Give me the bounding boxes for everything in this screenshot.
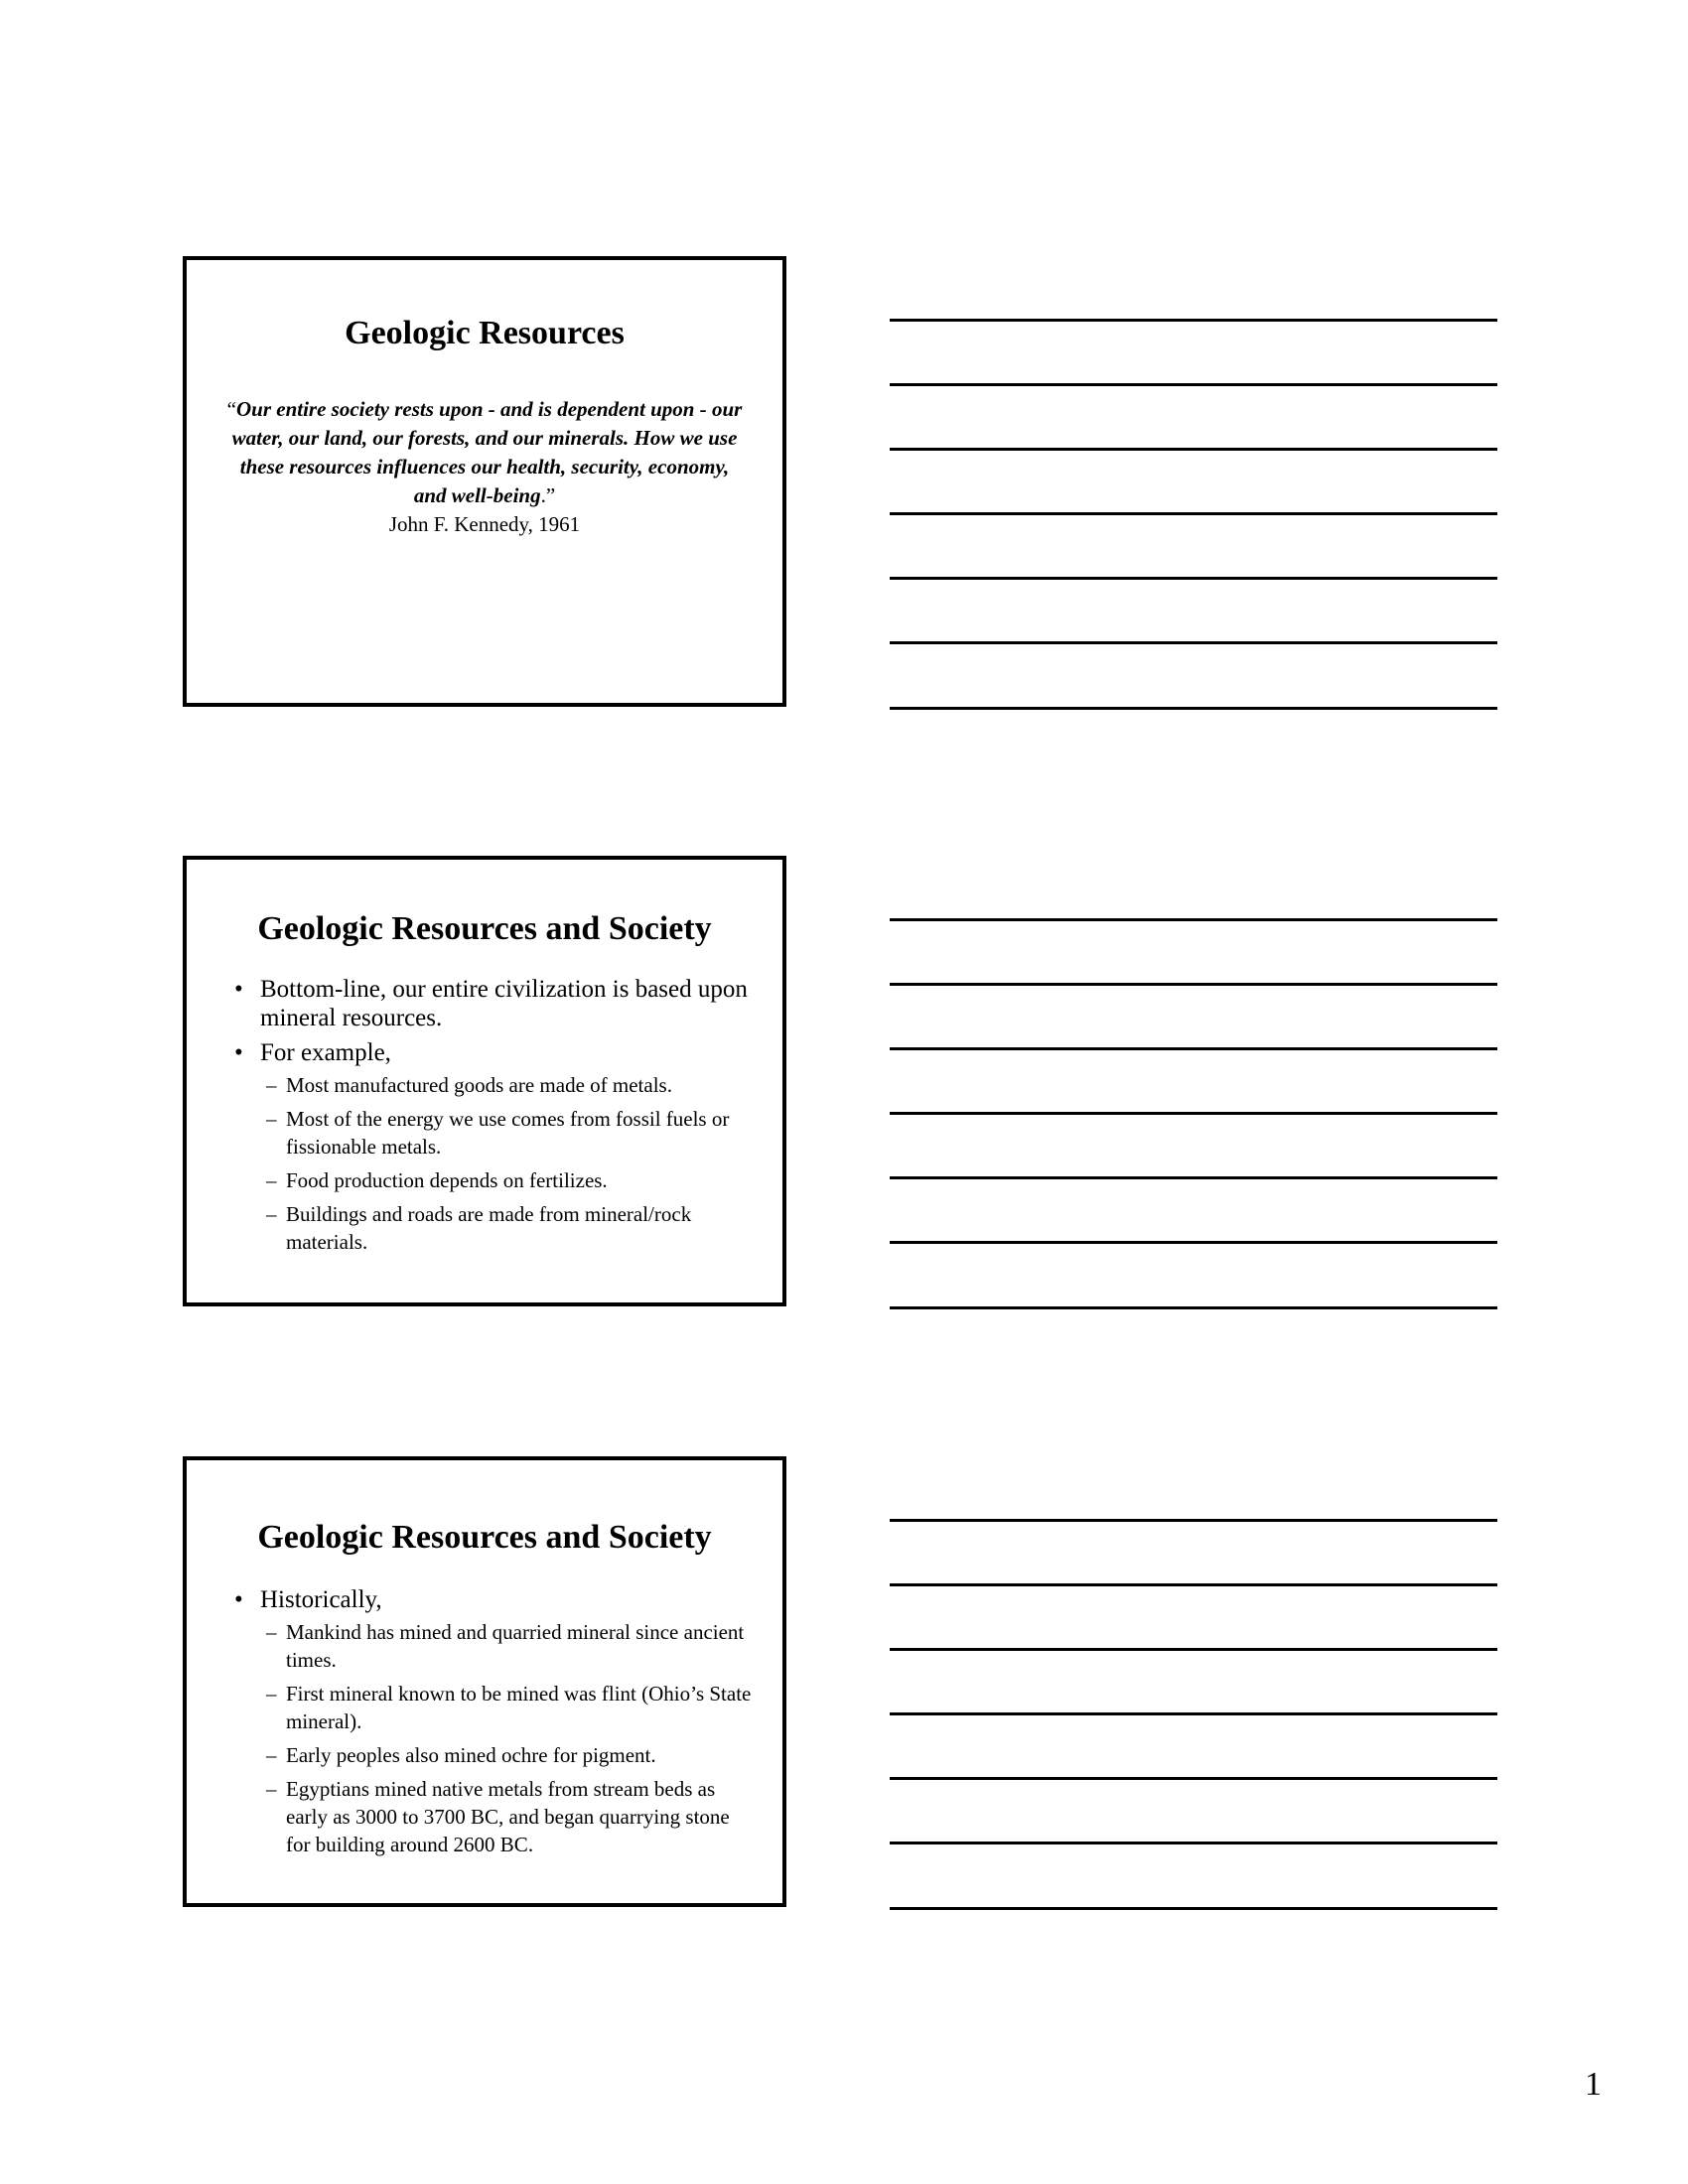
note-line — [890, 577, 1497, 580]
note-line — [890, 983, 1497, 986]
bullet-item — [234, 1585, 753, 1858]
note-line — [890, 1047, 1497, 1050]
note-line — [890, 1112, 1497, 1115]
slide-2 — [183, 856, 786, 1306]
note-line — [890, 1306, 1497, 1309]
quote-attribution: John F. Kennedy, 1961 — [388, 512, 581, 536]
sub-bullet-item: – Food production depends on fertilizes. — [266, 1166, 753, 1194]
bullet-item — [234, 1038, 753, 1256]
bullet-item — [234, 975, 753, 1032]
quote — [226, 395, 743, 539]
quote-close-mark: .” — [540, 483, 556, 507]
slide-title: Geologic Resources — [345, 315, 625, 351]
bullet-list — [234, 975, 753, 1262]
slide-3 — [183, 1456, 786, 1907]
note-line — [890, 512, 1497, 515]
bullet-text: Bottom-line, our entire civilization is based upon mineral resources. — [260, 976, 748, 1031]
note-line — [890, 383, 1497, 386]
quote-text: Our entire society rests upon - and is dependent upon - our water, our land, our forests, and our minerals. How we use these resources influences our health, security, economy, and well-being — [231, 397, 743, 507]
note-line — [890, 707, 1497, 710]
sub-bullet-item: – First mineral known to be mined was flint (Ohio’s State mineral). — [266, 1680, 753, 1735]
note-line — [890, 448, 1497, 451]
note-line — [890, 1519, 1497, 1522]
note-line — [890, 1176, 1497, 1179]
note-line — [890, 1583, 1497, 1586]
note-line — [890, 319, 1497, 322]
page-number: 1 — [1585, 2066, 1602, 2103]
note-line — [890, 1648, 1497, 1651]
slide-title: Geologic Resources and Society — [257, 1519, 712, 1556]
sub-bullet-item: – Egyptians mined native metals from stream beds as early as 3000 to 3700 BC, and began quarrying stone for building around 2600 BC. — [266, 1775, 753, 1858]
note-line — [890, 1907, 1497, 1910]
note-line — [890, 1842, 1497, 1844]
note-line — [890, 1241, 1497, 1244]
sub-bullet-list — [260, 1071, 753, 1256]
sub-bullet-item: – Most of the energy we use comes from fossil fuels or fissionable metals. — [266, 1105, 753, 1160]
slide-title: Geologic Resources and Society — [257, 910, 712, 947]
quote-open-mark: “ — [226, 397, 236, 421]
bullet-list — [234, 1585, 753, 1864]
bullet-text: Historically, — [260, 1586, 382, 1613]
note-line — [890, 918, 1497, 921]
slide-1 — [183, 256, 786, 707]
sub-bullet-item: – Mankind has mined and quarried mineral since ancient times. — [266, 1618, 753, 1674]
note-line — [890, 1712, 1497, 1715]
bullet-text: For example, — [260, 1039, 391, 1066]
note-line — [890, 1777, 1497, 1780]
sub-bullet-item: – Buildings and roads are made from mineral/rock materials. — [266, 1200, 753, 1256]
note-line — [890, 641, 1497, 644]
sub-bullet-item: – Most manufactured goods are made of metals. — [266, 1071, 753, 1099]
sub-bullet-item: – Early peoples also mined ochre for pigment. — [266, 1741, 753, 1769]
sub-bullet-list — [260, 1618, 753, 1858]
